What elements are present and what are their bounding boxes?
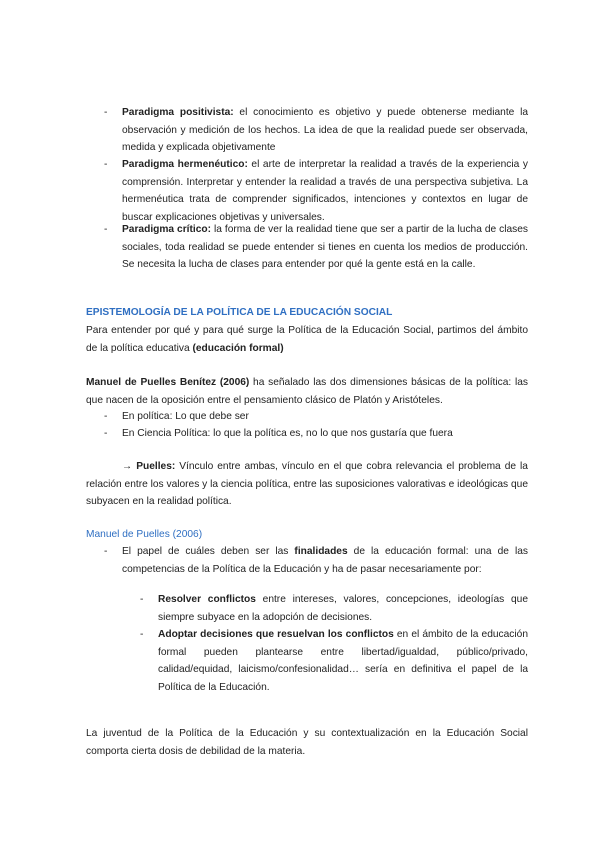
puelles-text: ha señalado las dos dimensiones básicas de la política: las que nacen de la oposición entre el pensamiento clásico de Platón y Aristóteles. — [86, 377, 528, 406]
bullet-dash: - — [140, 594, 144, 605]
definition: el conocimiento es objetivo y puede obtenerse mediante la observación y medición de los hechos. La idea de que la realidad puede ser observada, medida y explicada objetivamente — [122, 107, 529, 153]
term: Paradigma hermenéutico: — [122, 159, 248, 170]
paradigm-critico — [122, 221, 528, 274]
bold: finalidades — [294, 546, 348, 557]
section-heading: EPISTEMOLOGÍA DE LA POLÍTICA DE LA EDUCACIÓN SOCIAL — [86, 307, 393, 318]
intro-paragraph — [86, 322, 528, 357]
dimension-item: En Ciencia Política: lo que la política es, no lo que nos gustaría que fuera — [122, 428, 453, 439]
closing-paragraph: La juventud de la Política de la Educación y su contextualización en la Educación Social comporta cierta dosis de debilidad de la materia. — [86, 728, 528, 757]
term: Paradigma crítico: — [122, 224, 212, 235]
author: Manuel de Puelles Benítez (2006) — [86, 377, 250, 388]
post: de la educación formal: una de las competencias de la Política de la Educación y ha de pasar necesariamente por: — [122, 546, 528, 575]
paradigm-hermeneutico — [122, 156, 528, 226]
bullet-dash: - — [140, 629, 144, 640]
bullet-dash: - — [104, 546, 108, 557]
pre: El papel de cuáles deben ser las — [122, 546, 295, 557]
arrow-icon: → — [122, 461, 133, 472]
bullet-dash: - — [104, 224, 108, 235]
finalidades-item — [122, 543, 528, 578]
arrow-paragraph — [86, 458, 528, 511]
text: entre intereses, valores, concepciones, ideologías que siempre subyace en la adopción de decisiones. — [158, 594, 528, 623]
intro-text: Para entender por qué y para qué surge la Política de la Educación Social, partimos del ámbito de la política educativa — [86, 325, 528, 354]
bullet-dash: - — [104, 107, 108, 118]
bullet-dash: - — [104, 428, 108, 439]
arrow-text: Vínculo entre ambas, vínculo en el que cobra relevancia el problema de la relación entre los valores y la ciencia política, entre las suposiciones valorativas e ideológicas que subyacen en la realidad política. — [86, 461, 528, 507]
puelles-paragraph — [86, 374, 528, 409]
sub-item-resolver — [158, 591, 528, 626]
dimension-item: En política: Lo que debe ser — [122, 411, 249, 422]
term: Resolver conflictos — [158, 594, 256, 605]
paradigm-positivista — [122, 104, 528, 157]
bullet-dash: - — [104, 411, 108, 422]
subheading: Manuel de Puelles (2006) — [86, 529, 203, 540]
bullet-dash: - — [104, 159, 108, 170]
definition: la forma de ver la realidad tiene que ser a partir de la lucha de clases sociales, toda realidad se puede entender si tienes en cuenta los medios de producción. Se necesita la lucha de clases para entender por qué la gente está en la calle. — [122, 224, 529, 270]
sub-item-adoptar — [158, 626, 528, 696]
intro-bold: (educación formal) — [192, 342, 284, 354]
definition: el arte de interpretar la realidad a través de la experiencia y comprensión. Interpretar y entender la realidad a través de una perspectiva subjetiva. La hermenéutica trata de comprender significados, intenciones y contextos en lugar de buscar explicaciones objetivas y universales. — [122, 159, 528, 223]
term: Paradigma positivista: — [122, 107, 234, 118]
term: Puelles: — [136, 461, 176, 472]
text: en el ámbito de la educación formal pueden plantearse entre libertad/igualdad, público/privado, calidad/equidad, laicismo/confesionalidad… sería en definitiva el papel de la Política de la Educación. — [158, 629, 528, 693]
term: Adoptar decisiones que resuelvan los conflictos — [158, 629, 394, 640]
